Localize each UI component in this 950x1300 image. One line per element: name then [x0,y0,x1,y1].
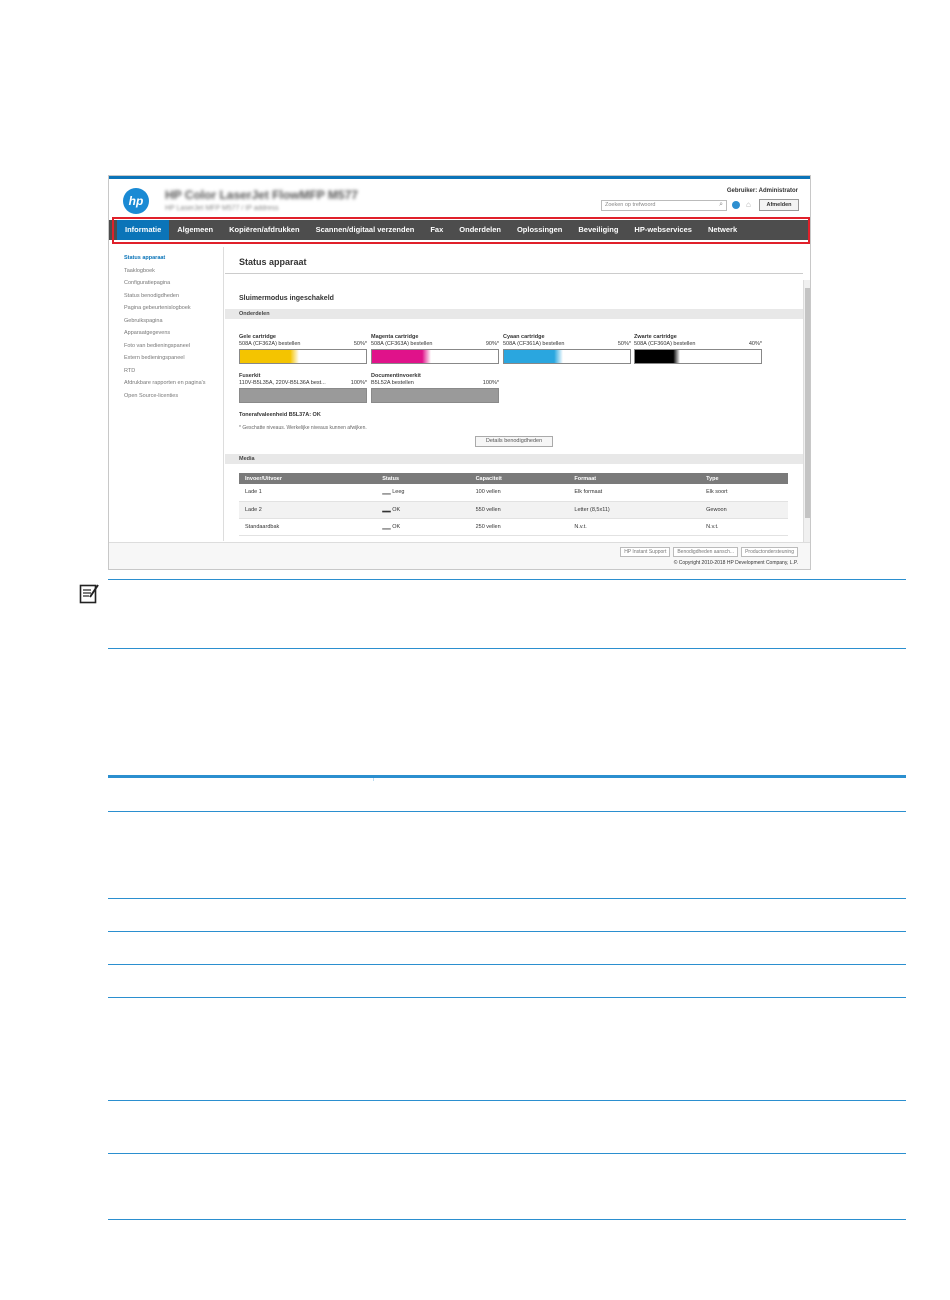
search-icon[interactable]: ⌕ [719,201,723,208]
printer-name: HP Color LaserJet FlowMFP M577 [165,188,358,202]
tab-kopieren-afdrukken[interactable]: Kopiëren/afdrukken [229,225,300,234]
sidebar-item-status-benodigdheden[interactable]: Status benodigdheden [124,292,180,299]
supply-name: Zwarte cartridge [634,334,677,340]
supply-level-bar [503,349,631,364]
supply-percent: 90%* [485,340,499,347]
tray-capacity: 550 vellen [470,501,569,518]
supply-name: Gele cartridge [239,334,276,340]
column-header: Status [376,473,469,484]
supply-order-link[interactable]: 508A (CF362A) bestellen [239,340,301,347]
main-content [225,247,803,541]
search-placeholder: Zoeken op trefwoord [605,202,656,208]
column-header: Invoer/Uitvoer [239,473,376,484]
ews-footer [109,542,810,570]
home-icon[interactable]: ⌂ [746,200,751,209]
sidebar-item-gebruikspagina[interactable]: Gebruikspagina [124,317,163,324]
table-row [239,518,788,535]
sidebar-item-open-source-licenties[interactable]: Open Source-licenties [124,392,179,399]
table-row-rule [108,1100,906,1101]
tray-status-text: OK [392,506,401,513]
supply-name: Documentinvoerkit [371,373,421,379]
supply-level-fill [504,350,563,363]
table-row-rule [108,1219,906,1220]
supply-percent: 100%* [350,379,367,386]
sidebar-item-foto-bedieningspaneel[interactable]: Foto van bedieningspaneel [124,342,191,349]
note-bottom-rule [108,648,906,649]
media-header: Media [225,454,803,464]
tab-netwerk[interactable]: Netwerk [707,225,738,234]
supply-level-fill [635,350,680,363]
footer-links [620,547,798,557]
note-icon [79,584,101,604]
sidebar-item-status-apparaat[interactable]: Status apparaat [124,255,166,261]
ews-header [109,176,810,216]
table-column-divider [373,778,374,781]
supply-percent: 50%* [617,340,631,347]
user-label: Gebruiker: Administrator [726,188,798,194]
tray-status [376,501,469,518]
sidebar-item-gebeurtenislogboek[interactable]: Pagina gebeurtenislogboek [124,305,191,311]
tray-status [376,518,469,535]
supply-order-link[interactable]: 508A (CF361A) bestellen [503,340,565,347]
supply-percent: 100%* [482,379,499,386]
tab-oplossingen[interactable]: Oplossingen [516,225,563,234]
supply-level-bar [371,388,499,403]
sidebar-item-configuratiepagina[interactable]: Configuratiepagina [124,280,171,286]
supply-level-bar [239,388,367,403]
table-row [239,484,788,501]
supply-order-link[interactable]: 110V-B5L35A, 220V-B5L36A best... [239,379,326,386]
footer-link-instant-support[interactable]: HP Instant Support [620,547,670,557]
sidebar-item-afdrukbare-rapporten[interactable]: Afdrukbare rapporten en pagina's [124,380,206,386]
supply-level-fill [372,350,431,363]
supply-document-feeder-kit[interactable] [371,373,499,403]
tray-level-icon: ▁▁ [382,489,391,496]
sidebar [109,247,224,541]
supply-level-bar [634,349,762,364]
supply-percent: 50%* [353,340,367,347]
table-row-rule [108,997,906,998]
tray-name: Standaardbak [239,518,376,535]
ews-screenshot [108,175,811,570]
tray-level-icon: ▁▁ [382,523,391,530]
supply-order-link[interactable]: 508A (CF363A) bestellen [371,340,433,347]
supply-black[interactable] [634,334,762,364]
tray-status-text: Leeg [392,489,405,496]
tray-size: Letter (8,5x11) [568,501,700,518]
table-row-rule [108,898,906,899]
tray-name: Lade 1 [239,484,376,501]
tab-algemeen[interactable]: Algemeen [177,225,214,234]
tray-type: Elk soort [700,484,788,501]
supply-magenta[interactable] [371,334,499,364]
supply-name: Fuserkit [239,373,261,379]
supply-level-bar [371,349,499,364]
table-top-rule [108,775,906,778]
supply-cyan[interactable] [503,334,631,364]
tray-type: Gewoon [700,501,788,518]
table-row-rule [108,811,906,812]
copyright: © Copyright 2010-2018 HP Development Company, L.P. [673,560,798,566]
title-divider [225,273,803,274]
tray-capacity: 100 vellen [470,484,569,501]
supplies-details-button[interactable]: Details benodigdheden [475,436,553,447]
sleep-status: Sluimermodus ingeschakeld [239,295,334,302]
column-header: Formaat [568,473,700,484]
tab-fax[interactable]: Fax [430,225,444,234]
table-row-rule [108,931,906,932]
supply-order-link[interactable]: 508A (CF360A) bestellen [634,340,696,347]
sidebar-item-apparaatgegevens[interactable]: Apparaatgegevens [124,330,171,336]
table-row [239,501,788,518]
column-header: Capaciteit [470,473,569,484]
table-header-row [239,473,788,484]
scrollbar-thumb[interactable] [805,288,810,518]
estimated-levels-note: * Geschatte niveaus. Werkelijke niveaus kunnen afwijken. [239,425,367,431]
footer-link-supplies[interactable]: Benodigdheden aansch... [673,547,738,557]
printer-subtitle: HP LaserJet MFP M577 / IP address [165,205,279,212]
sign-out-button[interactable]: Afmelden [759,199,799,211]
search-input[interactable] [601,200,727,211]
table-row-rule [108,964,906,965]
page-title: Status apparaat [239,257,307,267]
tray-status-text: OK [392,523,401,530]
tray-status [376,484,469,501]
sidebar-item-extern-bedieningspaneel[interactable]: Extern bedieningspaneel [124,355,185,361]
tray-level-icon: ▂▂ [382,506,391,513]
help-icon[interactable] [732,201,740,209]
supplies-header: Onderdelen [225,309,803,319]
tray-size: Elk formaat [568,484,700,501]
hp-logo: hp [123,188,149,214]
tray-type: N.v.t. [700,518,788,535]
tab-informatie[interactable]: Informatie [117,220,169,240]
supply-level-bar [239,349,367,364]
tray-capacity: 250 vellen [470,518,569,535]
column-header: Type [700,473,788,484]
sidebar-item-taaklogboek[interactable]: Taaklogboek [124,267,155,274]
supply-name: Magenta cartridge [371,334,419,340]
tray-name: Lade 2 [239,501,376,518]
supply-fuser-kit[interactable] [239,373,367,403]
tray-table [239,473,788,536]
supply-percent: 40%* [748,340,762,347]
footer-link-product-support[interactable]: Productondersteuning [741,547,798,557]
sidebar-item-rtd[interactable]: RTD [124,367,136,374]
supply-yellow[interactable] [239,334,367,364]
tab-scannen[interactable]: Scannen/digitaal verzenden [315,225,415,234]
supply-order-link[interactable]: B5L52A bestellen [371,379,414,386]
supply-name: Cyaan cartridge [503,334,545,340]
supply-level-fill [240,350,299,363]
note-top-rule [108,579,906,580]
scrollbar[interactable] [803,280,811,543]
toner-collection-status: Tonerafvaleenheid B5L37A: OK [239,412,321,418]
tab-beveiliging[interactable]: Beveiliging [578,225,619,234]
table-row-rule [108,1153,906,1154]
tab-onderdelen[interactable]: Onderdelen [459,225,501,234]
nav-highlight-frame [112,217,810,244]
tab-hp-webservices[interactable]: HP-webservices [634,225,692,234]
tray-size: N.v.t. [568,518,700,535]
